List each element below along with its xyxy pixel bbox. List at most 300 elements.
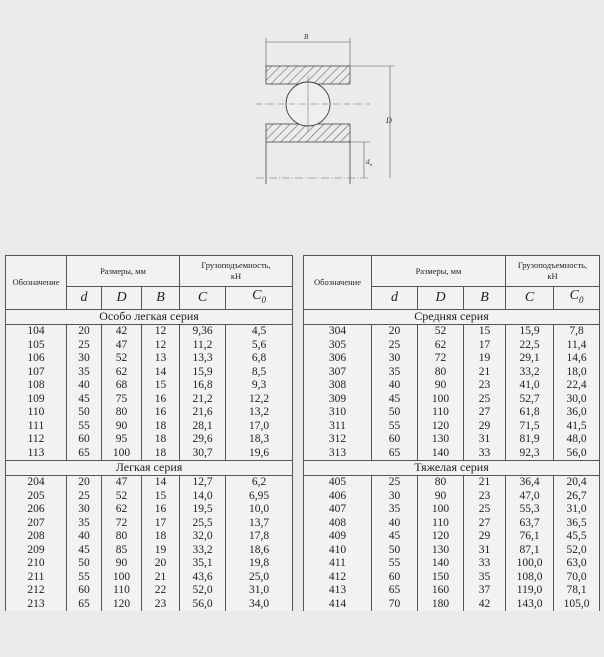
table-cell: 113 (6, 447, 67, 461)
table-cell: 29 (464, 420, 506, 434)
table-cell: 207 (6, 517, 67, 531)
table-cell: 9,36 (180, 325, 226, 339)
table-cell: 160 (418, 584, 464, 598)
table-cell: 109 (6, 393, 67, 407)
table-cell: 107 (6, 366, 67, 380)
dimensions-header: Размеры, мм (67, 256, 180, 287)
table-cell: 110 (418, 517, 464, 531)
table-cell: 35,1 (180, 557, 226, 571)
table-row (6, 557, 293, 571)
table-row (6, 352, 293, 366)
table-cell: 16 (142, 503, 180, 517)
table-cell: 40 (372, 517, 418, 531)
table-cell: 56,0 (554, 447, 600, 461)
table-row (304, 557, 600, 571)
table-row (304, 598, 600, 612)
table-row (6, 598, 293, 612)
table-cell: 14 (142, 476, 180, 490)
table-cell: 23 (464, 379, 506, 393)
table-cell: 90 (102, 420, 142, 434)
table-cell: 204 (6, 476, 67, 490)
series-row (6, 461, 293, 476)
table-cell: 45,5 (554, 530, 600, 544)
table-cell: 18,3 (226, 433, 293, 447)
table-cell: 30,0 (554, 393, 600, 407)
table-cell: 413 (304, 584, 372, 598)
table-cell: 80 (418, 476, 464, 490)
table-cell: 19,6 (226, 447, 293, 461)
table-cell: 9,3 (226, 379, 293, 393)
table-cell: 17 (142, 517, 180, 531)
table-cell: 21,6 (180, 406, 226, 420)
table-cell: 407 (304, 503, 372, 517)
table-cell: 414 (304, 598, 372, 612)
table-row (304, 339, 600, 353)
table-cell: 31 (464, 433, 506, 447)
table-cell: 31,0 (554, 503, 600, 517)
table-cell: 27 (464, 517, 506, 531)
table-row (6, 433, 293, 447)
series-title: Особо легкая серия (6, 310, 293, 325)
table-cell: 62 (418, 339, 464, 353)
table-cell: 120 (418, 530, 464, 544)
table-cell: 111 (6, 420, 67, 434)
table-cell: 29,6 (180, 433, 226, 447)
capacity-header-line2: кН (547, 271, 558, 281)
table-cell: 100 (418, 503, 464, 517)
col-D-header: D (102, 287, 142, 310)
table-cell: 68 (102, 379, 142, 393)
series-title: Легкая серия (6, 461, 293, 476)
table-row (6, 476, 293, 490)
table-cell: 213 (6, 598, 67, 612)
table-cell: 143,0 (506, 598, 554, 612)
table-cell: 35 (372, 366, 418, 380)
series-row (304, 461, 600, 476)
table-row (6, 420, 293, 434)
table-cell: 22,4 (554, 379, 600, 393)
table-cell: 55 (372, 420, 418, 434)
table-cell: 20 (372, 325, 418, 339)
table-cell: 11,2 (180, 339, 226, 353)
table-cell: 72 (418, 352, 464, 366)
table-cell: 18 (142, 530, 180, 544)
table-cell: 72 (102, 517, 142, 531)
table-cell: 4,5 (226, 325, 293, 339)
table-cell: 21 (464, 476, 506, 490)
table-cell: 30 (372, 490, 418, 504)
table-cell: 40 (67, 379, 102, 393)
table-cell: 47 (102, 339, 142, 353)
table-cell: 34,0 (226, 598, 293, 612)
table-cell: 25 (464, 503, 506, 517)
table-cell: 80 (102, 530, 142, 544)
table-row (304, 476, 600, 490)
table-cell: 120 (418, 420, 464, 434)
table-row (304, 379, 600, 393)
table-cell: 35 (67, 366, 102, 380)
table-cell: 63,7 (506, 517, 554, 531)
table-cell: 16 (142, 406, 180, 420)
table-row (304, 490, 600, 504)
table-cell: 37 (464, 584, 506, 598)
table-cell: 33 (464, 447, 506, 461)
table-cell: 14,0 (180, 490, 226, 504)
capacity-header-line1: Грузоподъемность, (201, 260, 271, 270)
table-cell: 100 (102, 447, 142, 461)
table-cell: 65 (67, 598, 102, 612)
table-cell: 406 (304, 490, 372, 504)
table-row (6, 503, 293, 517)
col-C-header: C (180, 287, 226, 310)
table-cell: 25 (372, 476, 418, 490)
table-row (6, 393, 293, 407)
table-cell: 25 (372, 339, 418, 353)
table-cell: 19 (464, 352, 506, 366)
table-cell: 30 (67, 352, 102, 366)
table-cell: 150 (418, 571, 464, 585)
col-d-header: d (372, 287, 418, 310)
table-cell: 21 (142, 571, 180, 585)
table-cell: 63,0 (554, 557, 600, 571)
table-cell: 13,3 (180, 352, 226, 366)
table-cell: 48,0 (554, 433, 600, 447)
table-cell: 65 (372, 584, 418, 598)
table-cell: 22,5 (506, 339, 554, 353)
table-cell: 61,8 (506, 406, 554, 420)
table-cell: 52 (102, 352, 142, 366)
table-cell: 15,9 (180, 366, 226, 380)
table-cell: 26,7 (554, 490, 600, 504)
table-cell: 90 (418, 490, 464, 504)
table-cell: 17 (464, 339, 506, 353)
table-cell: 92,3 (506, 447, 554, 461)
table-cell: 45 (372, 393, 418, 407)
table-row (304, 584, 600, 598)
table-cell: 309 (304, 393, 372, 407)
table-cell: 19,5 (180, 503, 226, 517)
table-cell: 15 (464, 325, 506, 339)
table-cell: 28,1 (180, 420, 226, 434)
table-row (6, 406, 293, 420)
table-cell: 90 (102, 557, 142, 571)
table-cell: 206 (6, 503, 67, 517)
table-cell: 11,4 (554, 339, 600, 353)
table-cell: 70,0 (554, 571, 600, 585)
table-cell: 21 (464, 366, 506, 380)
table-cell: 27 (464, 406, 506, 420)
table-cell: 18,0 (554, 366, 600, 380)
table-cell: 410 (304, 544, 372, 558)
table-cell: 18,6 (226, 544, 293, 558)
table-cell: 210 (6, 557, 67, 571)
table-cell: 13,2 (226, 406, 293, 420)
table-cell: 33,2 (180, 544, 226, 558)
table-cell: 60 (67, 433, 102, 447)
table-cell: 13 (142, 352, 180, 366)
table-cell: 17,0 (226, 420, 293, 434)
table-cell: 31 (464, 544, 506, 558)
table-cell: 15 (142, 379, 180, 393)
table-cell: 307 (304, 366, 372, 380)
table-cell: 25 (67, 490, 102, 504)
table-cell: 90 (418, 379, 464, 393)
dimensions-header: Размеры, мм (372, 256, 506, 287)
table-row (6, 517, 293, 531)
table-cell: 405 (304, 476, 372, 490)
table-cell: 32,0 (180, 530, 226, 544)
table-cell: 110 (418, 406, 464, 420)
table-cell: 25,0 (226, 571, 293, 585)
table-cell: 411 (304, 557, 372, 571)
table-cell: 23 (464, 490, 506, 504)
table-row (6, 490, 293, 504)
table-cell: 208 (6, 530, 67, 544)
table-cell: 25 (464, 393, 506, 407)
table-cell: 80 (102, 406, 142, 420)
table-cell: 62 (102, 503, 142, 517)
col-C-header: C (506, 287, 554, 310)
table-cell: 30 (67, 503, 102, 517)
table-cell: 7,8 (554, 325, 600, 339)
table-cell: 50 (67, 557, 102, 571)
series-row (304, 310, 600, 325)
table-row (6, 530, 293, 544)
table-cell: 95 (102, 433, 142, 447)
table-cell: 52 (418, 325, 464, 339)
table-cell: 209 (6, 544, 67, 558)
table-cell: 110 (102, 584, 142, 598)
label-D: D (386, 116, 392, 125)
table-cell: 50 (67, 406, 102, 420)
table-row (6, 571, 293, 585)
table-cell: 47 (102, 476, 142, 490)
table-cell: 100 (102, 571, 142, 585)
capacity-header (180, 256, 293, 287)
table-cell: 8,5 (226, 366, 293, 380)
table-cell: 42 (102, 325, 142, 339)
table-cell: 55 (372, 557, 418, 571)
table-cell: 85 (102, 544, 142, 558)
table-row (6, 584, 293, 598)
table-cell: 106 (6, 352, 67, 366)
table-cell: 104 (6, 325, 67, 339)
table-cell: 56,0 (180, 598, 226, 612)
table-row (6, 379, 293, 393)
table-cell: 30,7 (180, 447, 226, 461)
table-cell: 14 (142, 366, 180, 380)
table-cell: 35 (372, 503, 418, 517)
table-cell: 33 (464, 557, 506, 571)
table-cell: 25,5 (180, 517, 226, 531)
bearing-cross-section-drawing (250, 28, 400, 203)
table-cell: 6,2 (226, 476, 293, 490)
table-row (304, 352, 600, 366)
table-cell: 10,0 (226, 503, 293, 517)
capacity-header-line1: Грузоподъемность, (517, 260, 588, 270)
table-row (304, 325, 600, 339)
table-cell: 52,0 (180, 584, 226, 598)
table-cell: 55,3 (506, 503, 554, 517)
table-cell: 43,6 (180, 571, 226, 585)
label-B: B (304, 33, 309, 41)
table-cell: 41,0 (506, 379, 554, 393)
table-row (304, 393, 600, 407)
col-D-header: D (418, 287, 464, 310)
table-row (304, 503, 600, 517)
table-cell: 55 (67, 420, 102, 434)
table-cell: 305 (304, 339, 372, 353)
table-cell: 36,5 (554, 517, 600, 531)
table-cell: 50 (372, 544, 418, 558)
table-cell: 313 (304, 447, 372, 461)
table-cell: 14,6 (554, 352, 600, 366)
table-cell: 25 (67, 339, 102, 353)
table-cell: 60 (372, 571, 418, 585)
table-row (304, 366, 600, 380)
table-row (6, 339, 293, 353)
table-cell: 60 (67, 584, 102, 598)
table-cell: 19 (142, 544, 180, 558)
table-cell: 20 (67, 325, 102, 339)
table-cell: 71,5 (506, 420, 554, 434)
table-cell: 304 (304, 325, 372, 339)
series-row (6, 310, 293, 325)
table-cell: 6,8 (226, 352, 293, 366)
series-title: Тяжелая серия (304, 461, 600, 476)
table-cell: 18 (142, 447, 180, 461)
table-cell: 45 (67, 544, 102, 558)
table-cell: 62 (102, 366, 142, 380)
left-bearing-table (5, 255, 293, 611)
table-cell: 50 (372, 406, 418, 420)
table-cell: 120 (102, 598, 142, 612)
table-row (304, 420, 600, 434)
col-B-header: B (464, 287, 506, 310)
table-cell: 45 (67, 393, 102, 407)
designation-header: Обозначение (304, 256, 372, 310)
table-cell: 22 (142, 584, 180, 598)
table-cell: 130 (418, 544, 464, 558)
table-cell: 16,8 (180, 379, 226, 393)
table-cell: 119,0 (506, 584, 554, 598)
table-cell: 42 (464, 598, 506, 612)
table-cell: 78,1 (554, 584, 600, 598)
table-cell: 105 (6, 339, 67, 353)
table-row (304, 530, 600, 544)
table-cell: 130 (418, 433, 464, 447)
table-cell: 105,0 (554, 598, 600, 612)
table-cell: 52,0 (554, 544, 600, 558)
table-cell: 108 (6, 379, 67, 393)
table-cell: 65 (67, 447, 102, 461)
table-cell: 30 (372, 352, 418, 366)
table-row (6, 447, 293, 461)
table-row (304, 571, 600, 585)
table-cell: 87,1 (506, 544, 554, 558)
label-dn: $d_н$ (366, 158, 372, 168)
table-cell: 55 (67, 571, 102, 585)
table-cell: 21,2 (180, 393, 226, 407)
table-cell: 12 (142, 325, 180, 339)
col-B-header: B (142, 287, 180, 310)
table-row (304, 517, 600, 531)
table-cell: 100 (418, 393, 464, 407)
table-cell: 12,2 (226, 393, 293, 407)
table-cell: 112 (6, 433, 67, 447)
table-cell: 31,0 (226, 584, 293, 598)
table-cell: 20 (67, 476, 102, 490)
table-cell: 76,1 (506, 530, 554, 544)
capacity-header-line2: кН (230, 271, 242, 281)
table-cell: 75 (102, 393, 142, 407)
table-cell: 36,0 (554, 406, 600, 420)
table-cell: 212 (6, 584, 67, 598)
table-cell: 80 (418, 366, 464, 380)
table-cell: 35 (464, 571, 506, 585)
table-cell: 211 (6, 571, 67, 585)
table-cell: 15 (142, 490, 180, 504)
table-cell: 60 (372, 433, 418, 447)
table-cell: 20,4 (554, 476, 600, 490)
designation-header: Обозначение (6, 256, 67, 310)
table-row (304, 544, 600, 558)
capacity-header (506, 256, 600, 287)
table-cell: 140 (418, 447, 464, 461)
table-cell: 23 (142, 598, 180, 612)
table-cell: 35 (67, 517, 102, 531)
table-cell: 70 (372, 598, 418, 612)
table-cell: 205 (6, 490, 67, 504)
series-title: Средняя серия (304, 310, 600, 325)
table-cell: 81,9 (506, 433, 554, 447)
table-cell: 408 (304, 517, 372, 531)
table-cell: 13,7 (226, 517, 293, 531)
table-cell: 18 (142, 433, 180, 447)
table-cell: 308 (304, 379, 372, 393)
table-cell: 19,8 (226, 557, 293, 571)
table-cell: 409 (304, 530, 372, 544)
table-cell: 12,7 (180, 476, 226, 490)
col-C0-header: $C_0$ (554, 287, 600, 310)
table-cell: 18 (142, 420, 180, 434)
table-cell: 110 (6, 406, 67, 420)
col-C0-header: $C_0$ (226, 287, 293, 310)
table-cell: 20 (142, 557, 180, 571)
table-cell: 311 (304, 420, 372, 434)
table-cell: 6,95 (226, 490, 293, 504)
table-cell: 412 (304, 571, 372, 585)
table-row (6, 325, 293, 339)
table-cell: 41,5 (554, 420, 600, 434)
table-cell: 5,6 (226, 339, 293, 353)
table-cell: 312 (304, 433, 372, 447)
table-cell: 45 (372, 530, 418, 544)
table-cell: 65 (372, 447, 418, 461)
table-cell: 306 (304, 352, 372, 366)
label-dn-sub: н (369, 163, 372, 168)
table-cell: 17,8 (226, 530, 293, 544)
table-cell: 52 (102, 490, 142, 504)
table-cell: 100,0 (506, 557, 554, 571)
table-cell: 180 (418, 598, 464, 612)
table-cell: 40 (372, 379, 418, 393)
col-d-header: d (67, 287, 102, 310)
table-cell: 52,7 (506, 393, 554, 407)
table-cell: 15,9 (506, 325, 554, 339)
table-cell: 16 (142, 393, 180, 407)
table-cell: 40 (67, 530, 102, 544)
